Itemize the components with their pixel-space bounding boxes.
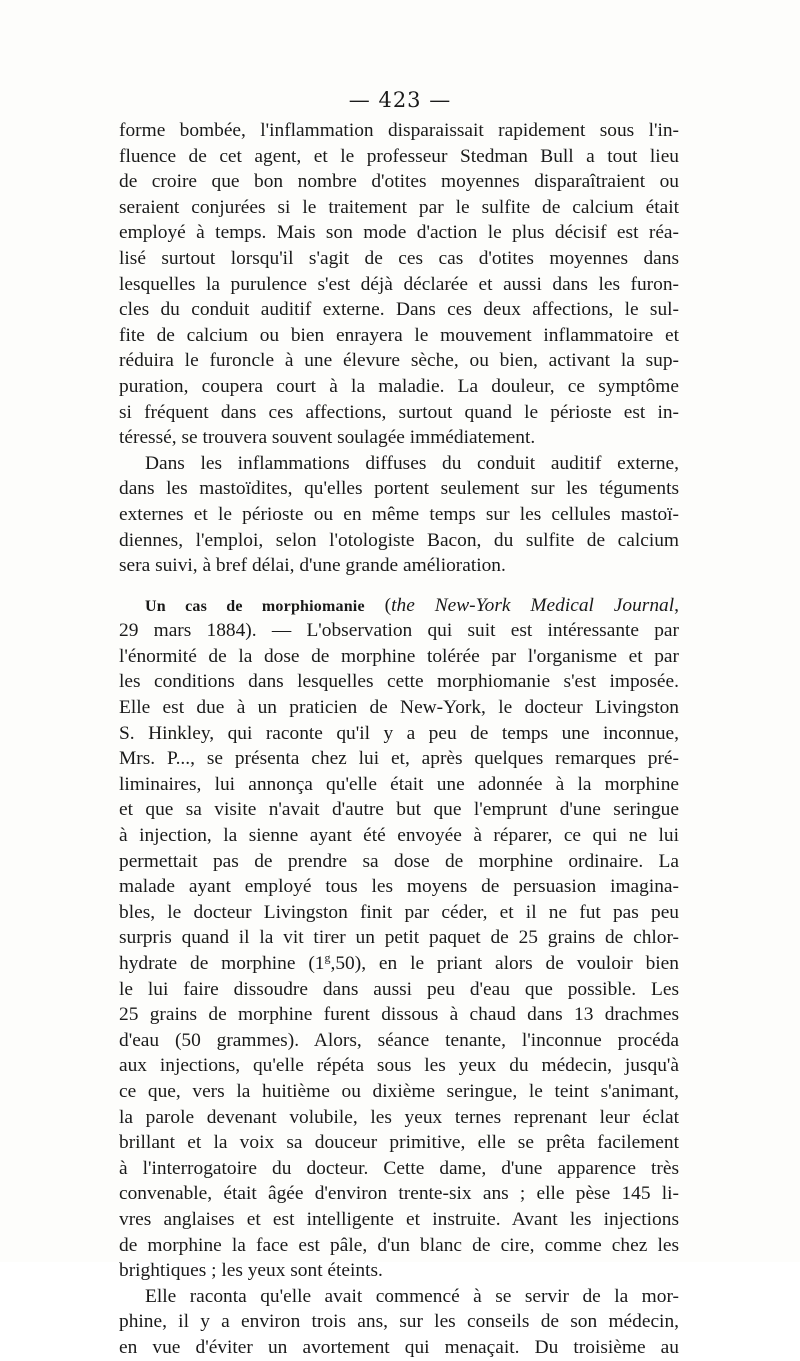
text-line: aux injections, qu'elle répéta sous les yeux du médecin, jusqu'à (119, 1055, 679, 1077)
text-body (119, 118, 679, 1361)
text-line: permettait pas de prendre sa dose de morphine ordinaire. La (119, 850, 679, 872)
text-line: d'eau (50 grammes). Alors, séance tenante, l'inconnue procéda (119, 1029, 679, 1051)
text-line: les conditions dans lesquelles cette morphiomanie s'est imposée. (119, 671, 679, 693)
text-line: ce que, vers la huitième ou dixième seringue, le teint s'animant, (119, 1080, 679, 1102)
text-line: à l'interrogatoire du docteur. Cette dame, d'une apparence très (119, 1157, 679, 1179)
text-line: lisé surtout lorsqu'il s'agit de ces cas d'otites moyennes dans (119, 247, 679, 269)
text-line: Mrs. P..., se présenta chez lui et, après quelques remarques pré- (119, 748, 679, 770)
text-line: externes et le périoste ou en même temps sur les cellules mastoï- (119, 503, 679, 525)
paragraph-history (119, 1284, 679, 1361)
source-open: ( (384, 594, 392, 616)
text-line: à injection, la sienne ayant été envoyée à réparer, ce qui ne lui (119, 825, 679, 847)
text-line: Elle est due à un praticien de New-York, le docteur Livingston (119, 697, 679, 719)
text-line: fite de calcium ou bien enrayera le mouvement inflammatoire et (119, 324, 679, 346)
text-line: et que sa visite n'avait d'autre but que l'emprunt d'une seringue (119, 799, 679, 821)
text-line: malade ayant employé tous les moyens de persuasion imagina- (119, 876, 679, 898)
section-gap (119, 579, 679, 593)
text-line: convenable, était âgée d'environ trente-six ans ; elle pèse 145 li- (119, 1183, 679, 1205)
dose-unit: g (324, 950, 331, 965)
dose-before: hydrate de morphine (1 (119, 953, 325, 974)
text-line: phine, il y a environ trois ans, sur les conseils de son médecin, (119, 1311, 679, 1333)
text-line: l'énormité de la dose de morphine tolérée par l'organisme et par (119, 645, 679, 667)
text-line: si fréquent dans ces affections, surtout quand le périoste est in- (119, 401, 679, 423)
text-line: diennes, l'emploi, selon l'otologiste Bacon, du sulfite de calcium (119, 529, 679, 551)
text-line: puration, coupera court à la maladie. La douleur, ce symptôme (119, 375, 679, 397)
text-line: seraient conjurées si le traitement par le sulfite de calcium était (119, 196, 679, 218)
text-line: réduira le furoncle à une élevure sèche, ou bien, activant la sup- (119, 350, 679, 372)
text-line: brightiques ; les yeux sont éteints. (119, 1260, 383, 1282)
text-line: fluence de cet agent, et le professeur Stedman Bull a tout lieu (119, 145, 679, 167)
text-line: en vue d'éviter un avortement qui menaçait. Du troisième au (119, 1336, 679, 1358)
text-line: de morphine la face est pâle, d'un blanc de cire, comme chez les (119, 1234, 679, 1256)
text-line: Dans les inflammations diffuses du conduit auditif externe, (145, 452, 679, 474)
text-line: lesquelles la purulence s'est déjà déclarée et aussi dans les furon- (119, 273, 679, 295)
text-line: employé à temps. Mais son mode d'action le plus décisif est réa- (119, 222, 679, 244)
article-morphiomania (119, 593, 679, 1284)
dose-line (119, 951, 679, 977)
text-line: dans les mastoïdites, qu'elles portent seulement sur les téguments (119, 478, 679, 500)
text-line: sera suivi, à bref délai, d'une grande amélioration. (119, 555, 506, 577)
text-line: Elle raconta qu'elle avait commencé à se servir de la mor- (145, 1285, 679, 1307)
dose-after: ,50), en le priant alors de vouloir bien (330, 953, 679, 974)
text-line: S. Hinkley, qui raconte qu'il y a peu de temps une inconnue, (119, 722, 679, 744)
text-line: vres anglaises et est intelligente et instruite. Avant les injections (119, 1208, 679, 1230)
text-line: brillant et la voix sa douceur primitive, elle se prêta facilement (119, 1132, 679, 1154)
text-line: 29 mars 1884). — L'observation qui suit est intéressante par (119, 620, 679, 642)
article-heading: Un cas de morphiomanie (145, 597, 365, 615)
text-line: cles du conduit auditif externe. Dans ces deux affections, le sul- (119, 299, 679, 321)
article-heading-line (119, 593, 679, 619)
paragraph-mastoiditis (119, 451, 679, 579)
text-line: liminaires, lui annonça qu'elle était une adonnée à la morphine (119, 773, 679, 795)
text-line: forme bombée, l'inflammation disparaissait rapidement sous l'in- (119, 120, 679, 141)
text-line: la parole devenant volubile, les yeux ternes reprenant leur éclat (119, 1106, 679, 1128)
text-line: bles, le docteur Livingston finit par céder, et il ne fut pas peu (119, 901, 679, 923)
source-close: , (674, 594, 679, 616)
paragraph-sulfite-action (119, 118, 679, 451)
text-line: 25 grains de morphine furent dissous à chaud dans 13 drachmes (119, 1004, 679, 1026)
source-journal: the New-York Medical Journal (391, 594, 675, 616)
text-line: téressé, se trouvera souvent soulagée immédiatement. (119, 427, 536, 449)
page-number: — 423 — (348, 88, 452, 112)
text-line: le lui faire dissoudre dans aussi peu d'eau que possible. Les (119, 978, 679, 1000)
text-line: surpris quand il la vit tirer un petit paquet de 25 grains de chlor- (119, 927, 679, 949)
text-line: de croire que bon nombre d'otites moyennes disparaîtraient ou (119, 171, 679, 193)
